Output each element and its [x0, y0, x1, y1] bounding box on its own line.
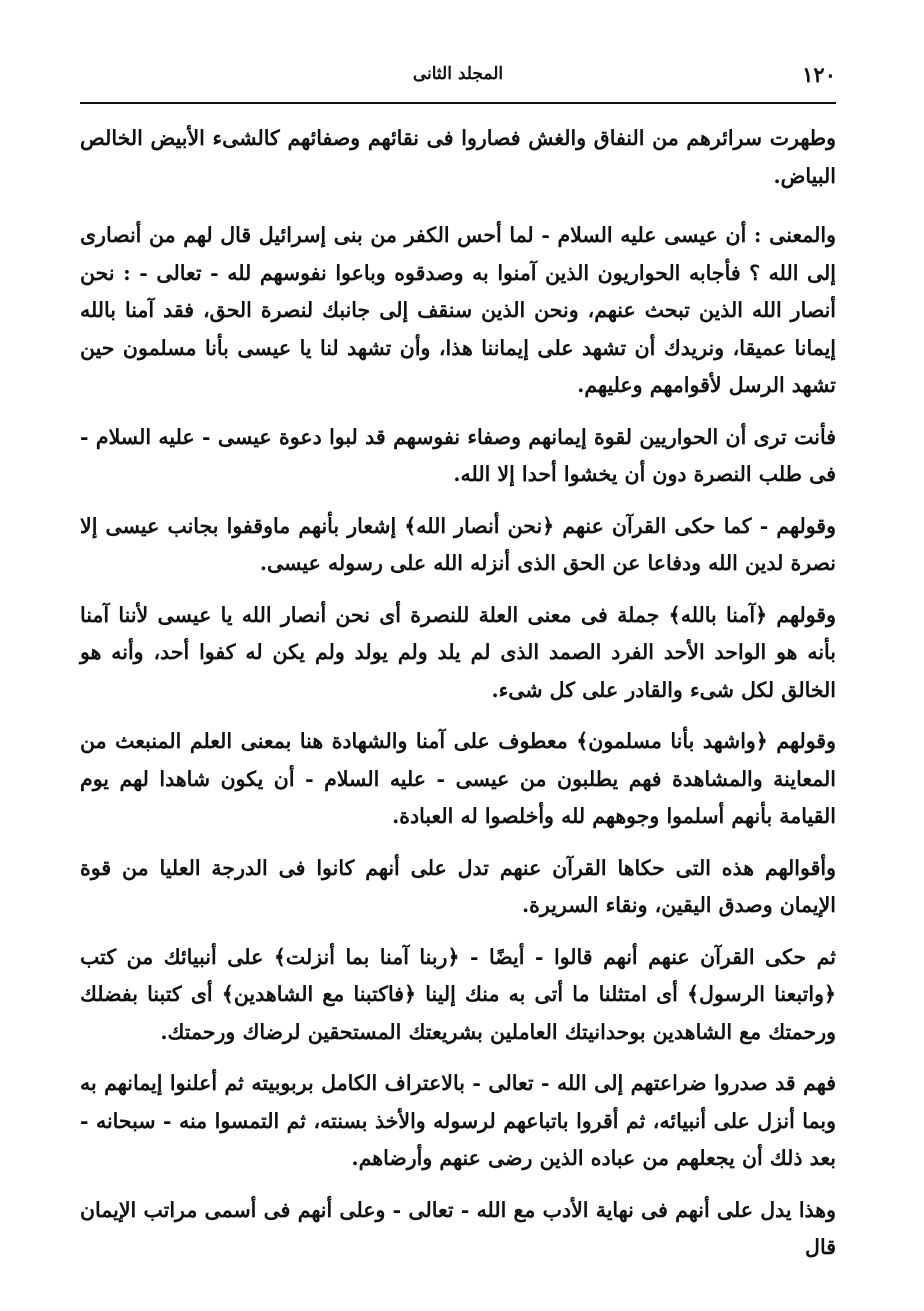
paragraph-9: فهم قد صدروا ضراعتهم إلى الله - تعالى - بالاعتراف الكامل بربوبيته ثم أعلنوا إيمانهم به وبما أنزل على أنبيائه، ثم أقروا باتباعهم لرسوله والأخذ بسنته، ثم التمسوا منه - سبحانه - بعد ذلك أن يجعلهم من عباده الذين رضى عنهم وأرضاهم. — [80, 1071, 836, 1170]
paragraph-10: وهذا يدل على أنهم فى نهاية الأدب مع الله - تعالى - وعلى أنهم فى أسمى مراتب الإيمان قال — [80, 1197, 836, 1259]
page-header — [80, 58, 836, 94]
paragraph-5: وقولهم ﴿آمنا بالله﴾ جملة فى معنى العلة للنصرة أى نحن أنصار الله يا عيسى لأننا آمنا بأنه هو الواحد الأحد الفرد الصمد الذى لم يلد ولم يولد ولم يكن له كفوا أحد، وأنه هو الخالق لكل شىء والقادر على كل شىء. — [80, 602, 836, 702]
page-body — [80, 120, 836, 1281]
header-rule — [80, 102, 836, 104]
volume-title: المجلد الثانى — [412, 64, 504, 84]
paragraph-6: وقولهم ﴿واشهد بأنا مسلمون﴾ معطوف على آمنا والشهادة هنا بمعنى العلم المنبعث من المعاينة والمشاهدة فهم يطلبون من عيسى - عليه السلام - أن يكون شاهدا لهم يوم القيامة بأنهم أسلموا وجوههم لله وأخلصوا له العبادة. — [80, 729, 836, 828]
paragraph-3: فأنت ترى أن الحواريين لقوة إيمانهم وصفاء نفوسهم قد لبوا دعوة عيسى - عليه السلام - فى طلب النصرة دون أن يخشوا أحدا إلا الله. — [80, 424, 836, 486]
paragraph-2: والمعنى : أن عيسى عليه السلام - لما أحس الكفر من بنى إسرائيل قال لهم من أنصارى إلى الله ؟ فأجابه الحواريون الذين آمنوا به وصدقوه وباعوا نفوسهم لله - تعالى - : نحن أنصار الله الذين تبحث عنهم، ونحن الذين سنقف إلى جانبك لنصرة الحق، فقد آمنا بالله إيمانا عميقا، ونريدك أن تشهد على إيماننا هذا، وأن تشهد لنا يا عيسى بأنا مسلمون حين تشهد الرسل لأقوامهم وعليهم. — [80, 223, 836, 397]
paragraph-8: ثم حكى القرآن عنهم أنهم قالوا - أيضًا - ﴿ربنا آمنا بما أنزلت﴾ على أنبيائك من كتب ﴿واتبعنا الرسول﴾ أى امتثلنا ما أتى به منك إلينا ﴿فاكتبنا مع الشاهدين﴾ أى كتبنا بفضلك ورحمتك مع الشاهدين بوحدانيتك العاملين بشريعتك المستحقين لرضاك ورحمتك. — [80, 944, 836, 1044]
page-number: ١٢٠ — [802, 62, 836, 87]
paragraph-1: وطهرت سرائرهم من النفاق والغش فصاروا فى نقائهم وصفائهم كالشىء الأبيض الخالص البياض. — [80, 126, 836, 188]
paragraph-4: وقولهم - كما حكى القرآن عنهم ﴿نحن أنصار الله﴾ إشعار بأنهم ماوقفوا بجانب عيسى إلا نصرة لدين الله ودفاعا عن الحق الذى أنزله الله على رسوله عيسى. — [80, 513, 836, 575]
paragraph-7: وأقوالهم هذه التى حكاها القرآن عنهم تدل على أنهم كانوا فى الدرجة العليا من قوة الإيمان وصدق اليقين، ونقاء السريرة. — [80, 855, 836, 917]
page — [80, 58, 836, 1259]
